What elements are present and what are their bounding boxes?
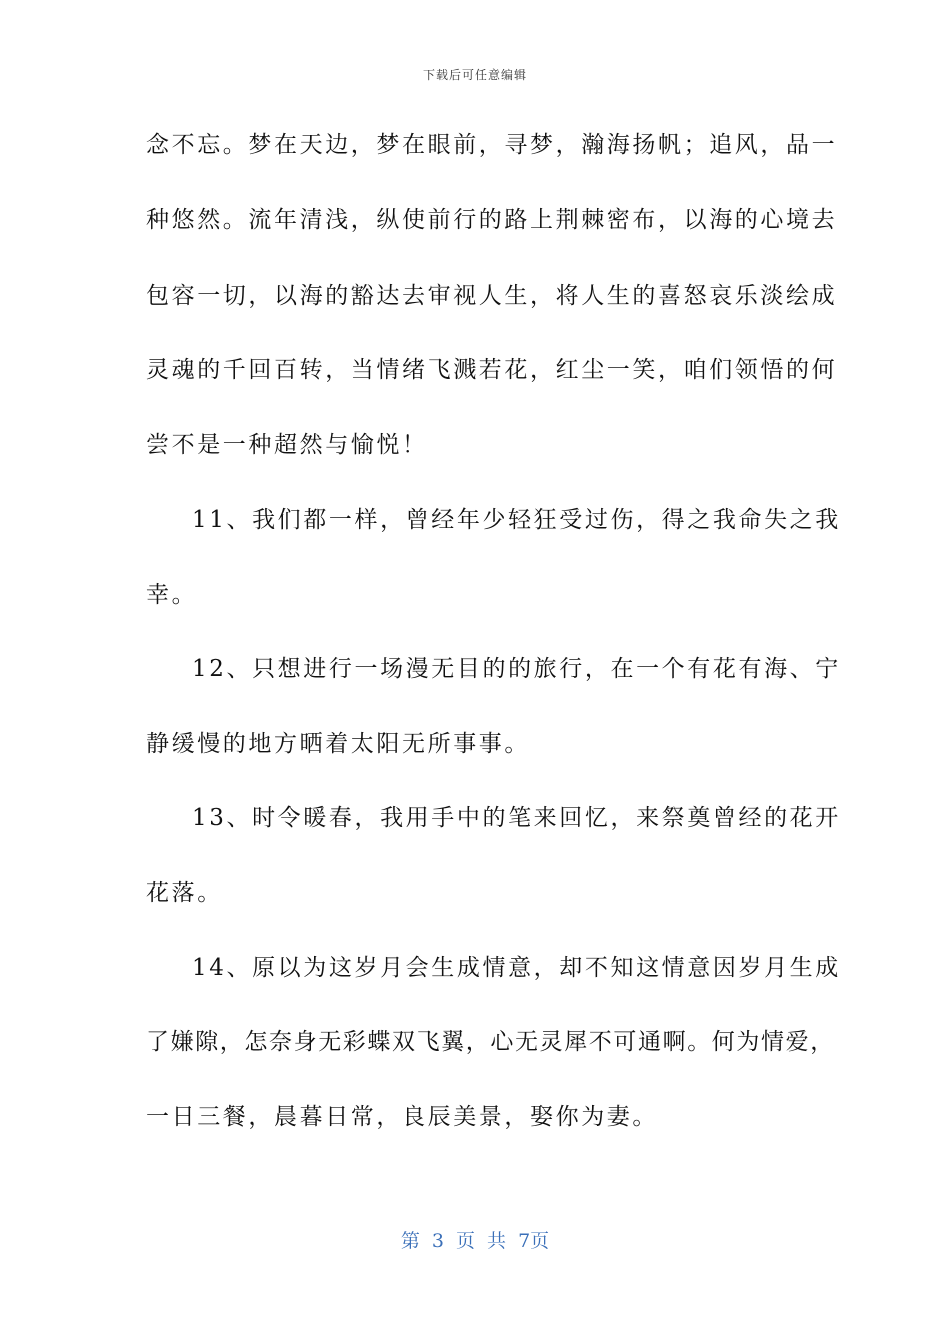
text-line: 包容一切，以海的豁达去审视人生，将人生的喜怒哀乐淡绘成 bbox=[146, 283, 838, 309]
paragraph-11-first-line: 11、我们都一样，曾经年少轻狂受过伤，得之我命失之我 bbox=[192, 507, 841, 533]
text-line: 念不忘。梦在天边，梦在眼前，寻梦，瀚海扬帆；追风，品一 bbox=[146, 132, 838, 158]
paragraph-13-first-line: 13、时令暖春，我用手中的笔来回忆，来祭奠曾经的花开 bbox=[192, 805, 841, 831]
text-line: 了嫌隙，怎奈身无彩蝶双飞翼，心无灵犀不可通啊。何为情爱， bbox=[146, 1029, 835, 1055]
text-line: 幸。 bbox=[146, 582, 198, 608]
text-line: 灵魂的千回百转，当情绪飞溅若花，红尘一笑，咱们领悟的何 bbox=[146, 357, 838, 383]
text-line: 花落。 bbox=[146, 880, 223, 906]
paragraph-14-first-line: 14、原以为这岁月会生成情意，却不知这情意因岁月生成 bbox=[192, 955, 841, 981]
text-line: 尝不是一种超然与愉悦！ bbox=[146, 432, 428, 458]
text-line: 静缓慢的地方晒着太阳无所事事。 bbox=[146, 731, 530, 757]
page-header: 下载后可任意编辑 bbox=[422, 68, 527, 82]
text-line: 一日三餐，晨暮日常，良辰美景，娶你为妻。 bbox=[146, 1104, 658, 1130]
text-line: 种悠然。流年清浅，纵使前行的路上荆棘密布，以海的心境去 bbox=[146, 207, 838, 233]
paragraph-12-first-line: 12、只想进行一场漫无目的的旅行，在一个有花有海、宁 bbox=[192, 656, 841, 682]
page-number-footer: 第 3 页 共 7页 bbox=[400, 1230, 550, 1252]
